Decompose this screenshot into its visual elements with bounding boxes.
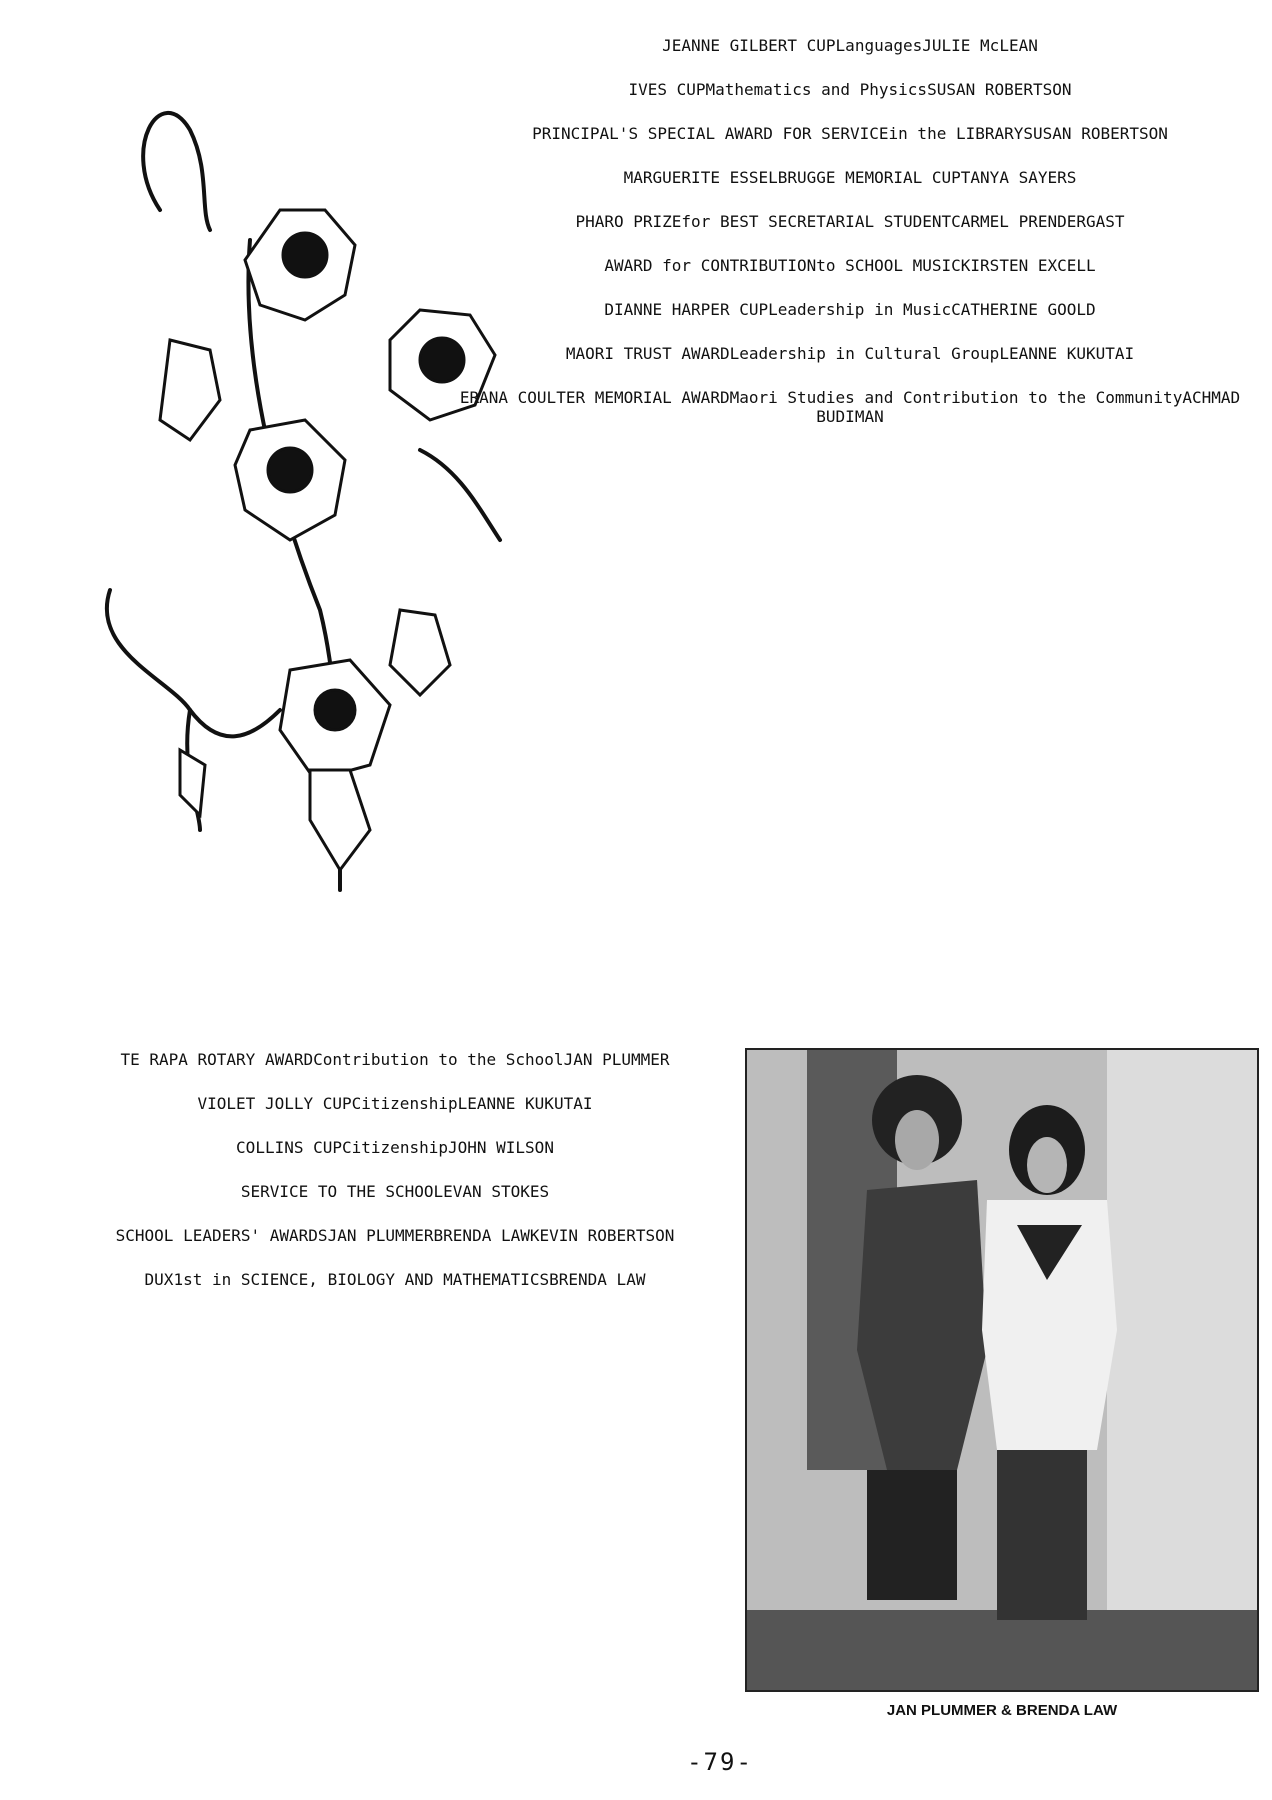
award-entry bbox=[70, 1050, 720, 1069]
award-title: PRINCIPAL'S SPECIAL AWARD FOR SERVICE bbox=[532, 124, 889, 143]
award-entry bbox=[70, 1226, 720, 1245]
award-subtitle: in the LIBRARY bbox=[888, 124, 1024, 143]
award-recipient: ACHMAD BUDIMAN bbox=[816, 388, 1241, 426]
award-entry bbox=[70, 1138, 720, 1157]
award-recipient: KEVIN ROBERTSON bbox=[529, 1226, 675, 1245]
award-recipient: BRENDA LAW bbox=[549, 1270, 646, 1289]
top-award-list bbox=[450, 36, 1250, 451]
award-entry bbox=[70, 1182, 720, 1201]
photo-image bbox=[747, 1050, 1257, 1690]
award-title: AWARD for CONTRIBUTION bbox=[604, 256, 817, 275]
award-recipient: KIRSTEN EXCELL bbox=[960, 256, 1096, 275]
award-subtitle: Languages bbox=[835, 36, 923, 55]
award-entry bbox=[450, 80, 1250, 99]
award-recipient: SUSAN ROBERTSON bbox=[927, 80, 1072, 99]
photo bbox=[745, 1048, 1259, 1692]
award-entry bbox=[70, 1270, 720, 1289]
photo-caption: JAN PLUMMER & BRENDA LAW bbox=[886, 1702, 1118, 1719]
award-subtitle: Citizenship bbox=[351, 1094, 458, 1113]
award-title: JEANNE GILBERT CUP bbox=[662, 36, 836, 55]
award-entry bbox=[450, 300, 1250, 319]
award-subtitle: 1st in SCIENCE, BIOLOGY AND MATHEMATICS bbox=[173, 1270, 550, 1289]
award-subtitle: Leadership in Cultural Group bbox=[729, 344, 1000, 363]
award-entry bbox=[450, 388, 1250, 426]
award-entry bbox=[450, 124, 1250, 143]
award-title: MAORI TRUST AWARD bbox=[565, 344, 730, 363]
award-title: DUX bbox=[144, 1270, 174, 1289]
award-subtitle: to SCHOOL MUSIC bbox=[816, 256, 961, 275]
award-subtitle: Citizenship bbox=[342, 1138, 448, 1157]
award-subtitle: Mathematics and Physics bbox=[705, 80, 928, 99]
award-title: COLLINS CUP bbox=[236, 1138, 343, 1157]
award-entry bbox=[450, 212, 1250, 231]
bottom-award-list bbox=[70, 1050, 720, 1314]
award-recipient: JULIE McLEAN bbox=[922, 36, 1038, 55]
award-entry bbox=[450, 344, 1250, 363]
award-recipient: EVAN STOKES bbox=[443, 1182, 550, 1201]
award-title: DIANNE HARPER CUP bbox=[604, 300, 769, 319]
page-number: -79- bbox=[687, 1748, 753, 1776]
award-subtitle: for BEST SECRETARIAL STUDENT bbox=[681, 212, 952, 231]
award-recipient: TANYA SAYERS bbox=[960, 168, 1077, 187]
award-title: MARGUERITE ESSELBRUGGE MEMORIAL CUP bbox=[623, 168, 961, 187]
award-title: TE RAPA ROTARY AWARD bbox=[120, 1050, 314, 1069]
award-recipient: BRENDA LAW bbox=[433, 1226, 530, 1245]
award-title: IVES CUP bbox=[628, 80, 706, 99]
award-recipient: LEANNE KUKUTAI bbox=[457, 1094, 593, 1113]
award-entry bbox=[450, 168, 1250, 187]
award-recipient: JAN PLUMMER bbox=[563, 1050, 670, 1069]
award-subtitle: Leadership in Music bbox=[768, 300, 952, 319]
award-title: SCHOOL LEADERS' AWARDS bbox=[115, 1226, 328, 1245]
award-recipient: JOHN WILSON bbox=[447, 1138, 554, 1157]
award-entry bbox=[450, 36, 1250, 55]
award-title: ERANA COULTER MEMORIAL AWARD bbox=[459, 388, 730, 407]
award-recipient: SUSAN ROBERTSON bbox=[1023, 124, 1168, 143]
award-recipient: LEANNE KUKUTAI bbox=[999, 344, 1135, 363]
award-entry bbox=[450, 256, 1250, 275]
award-title: PHARO PRIZE bbox=[575, 212, 682, 231]
award-recipient: CATHERINE GOOLD bbox=[951, 300, 1096, 319]
award-entry bbox=[70, 1094, 720, 1113]
award-recipient: CARMEL PRENDERGAST bbox=[951, 212, 1125, 231]
award-title: VIOLET JOLLY CUP bbox=[197, 1094, 352, 1113]
award-title: SERVICE TO THE SCHOOL bbox=[240, 1182, 444, 1201]
award-subtitle: Maori Studies and Contribution to the Community bbox=[729, 388, 1183, 407]
award-recipient: JAN PLUMMER bbox=[327, 1226, 434, 1245]
award-subtitle: Contribution to the School bbox=[313, 1050, 564, 1069]
